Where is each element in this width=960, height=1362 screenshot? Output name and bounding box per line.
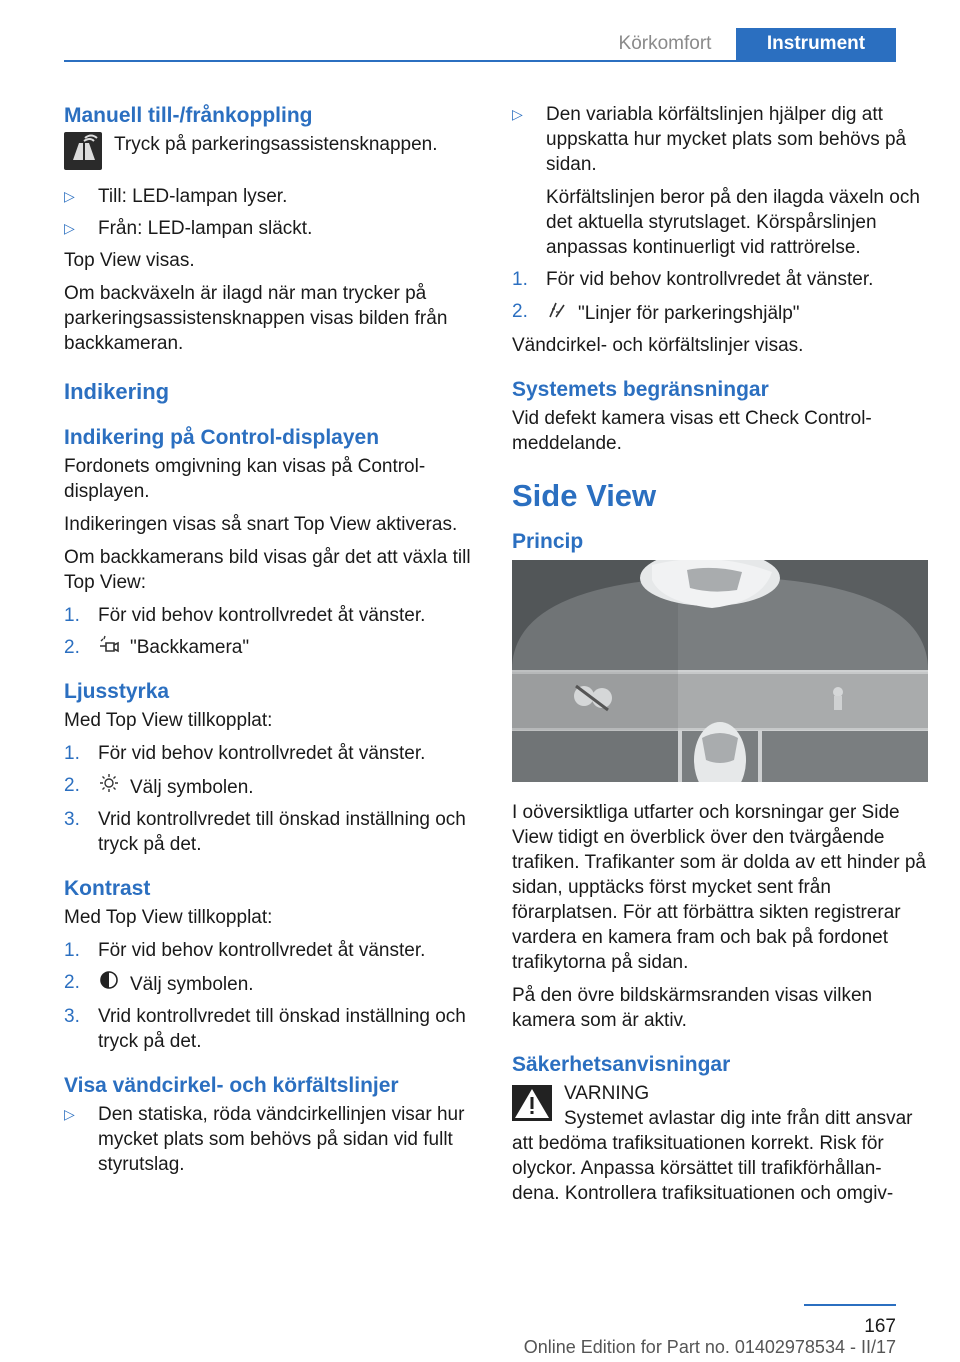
warning-title: VARNING [564,1083,650,1104]
list-item: 1. För vid behov kontrollvredet åt vänster. [64,940,426,961]
para-kontrast: Med Top View tillkopplat: [64,907,273,928]
heading-princip: Princip [512,530,584,553]
para-press [64,132,480,170]
para-vand: Vändcirkel- och körfältslinjer visas. [512,335,804,356]
warning-block [512,1081,928,1206]
list-item-off-text: Från: LED-lampan släckt. [98,218,313,239]
right-column [512,102,928,1206]
para-topview: Top View visas. [64,250,195,271]
side-view-illustration [512,560,928,782]
heading-begransningar: Systemets begränsningar [512,378,769,401]
list-item: 1. För vid behov kontrollvredet åt vänster. [512,269,874,290]
para-oversikt: I oöversiktliga utfarter och korsningar ger Side View tidigt en överblick över den tvärgående trafiken. Trafikanter som är dolda av ett hinder på sidan, upptäcks först mycket sent från förarplatsen. För att förbättra sikten registrerar vardera en kamera fram och bak på fordonet trafikytorna på sidan. [512,802,926,973]
list-item: 3. Vrid kontrollvredet till önskad inställning och tryck på det. [64,809,466,855]
list-item: 3. Vrid kontrollvredet till önskad inställning och tryck på det. [64,1006,466,1052]
heading-indikering-cd: Indikering på Control-displayen [64,426,380,449]
footer-rule [804,1304,896,1306]
parking-assist-button-icon [64,132,102,170]
para-omgiv: Fordonets omgivning kan visas på Control-displayen. [64,456,426,502]
sun-brightness-icon [98,773,120,800]
heading-manual: Manuell till-/frånkoppling [64,104,313,127]
list-item-on: ▷ Till: LED-lampan lyser. [64,186,288,207]
para-ljus: Med Top View tillkopplat: [64,710,273,731]
warning-text: Systemet avlastar dig inte från ditt ansvar att bedöma trafiksituationen korrekt. Risk för olyckor. Anpassa körsättet till trafikförhållan-dena. Kontrollera trafiksituationen och omgiv- [512,1108,913,1204]
list-item: 2. "Linjer för parkeringshjälp" [512,301,800,324]
list-item-variabla-sub: Körfältslinjen beror på den ilagda växeln och det aktuella styrutslaget. Körspårslinjen anpassas kontinuerligt vid rattrörelse. [546,187,920,258]
para-reverse: Om backväxeln är ilagd när man trycker på parkeringsassistensknappen visas bilden från backkameran. [64,283,448,354]
para-press-text: Tryck på parkeringsassistensknappen. [114,134,438,155]
list-item-variabla: ▷ Den variabla körfältslinjen hjälper dig att uppskatta hur mycket plats som behövs på sidan. Körfältslinjen beror på den ilagda växeln och det aktuella styrutslaget. Körspårslinjen anpassas kontinuerligt vid rattrörelse. [512,102,928,260]
list-item: 2. Välj symbolen. [64,775,254,798]
heading-ljusstyrka: Ljusstyrka [64,680,170,703]
header-tab-korkomfort[interactable]: Körkomfort [618,33,712,54]
list-item: 2. Välj symbolen. [64,972,254,995]
heading-sakerhet: Säkerhetsanvisningar [512,1053,731,1076]
left-column [64,102,480,1184]
heading-visa-linjer: Visa vändcirkel- och körfältslinjer [64,1074,399,1097]
list-item: 1. För vid behov kontrollvredet åt vänster. [64,743,426,764]
para-begr: Vid defekt kamera visas ett Check Control-meddelande. [512,408,872,454]
list-item: 1. För vid behov kontrollvredet åt vänster. [64,605,426,626]
list-item-statiska: ▷ Den statiska, röda vändcirkellinjen visar hur mycket plats som behövs på sidan vid fullt styrutslag. [64,1104,465,1175]
parking-lines-icon [546,299,568,326]
heading-side-view: Side View [512,478,657,513]
list-item: 2. "Backkamera" [64,637,250,658]
para-indik-visas: Indikeringen visas så snart Top View aktiveras. [64,514,458,535]
header-rule [64,60,896,62]
contrast-icon [98,970,120,997]
list-item-statiska-text: Den statiska, röda vändcirkellinjen visar hur mycket plats som behövs på sidan vid fullt styrutslag. [98,1104,465,1175]
list-item-variabla-text: Den variabla körfältslinjen hjälper dig att uppskatta hur mycket plats som behövs på sidan. [546,104,907,175]
footer-edition: Online Edition for Part no. 01402978534 - II/17 [523,1337,896,1357]
heading-kontrast: Kontrast [64,877,151,900]
para-ovre: På den övre bildskärmsranden visas vilken kamera som är aktiv. [512,985,873,1031]
warning-triangle-icon [512,1085,552,1121]
list-item-off: ▷ Från: LED-lampan släckt. [64,218,313,239]
heading-indikering: Indikering [64,379,170,404]
list-item-on-text: Till: LED-lampan lyser. [98,186,288,207]
camera-icon [98,635,120,660]
para-backkam: Om backkamerans bild visas går det att växla till Top View: [64,547,471,593]
header-tab-instrument[interactable]: Instrument [736,28,896,60]
page-number: 167 [864,1316,896,1337]
